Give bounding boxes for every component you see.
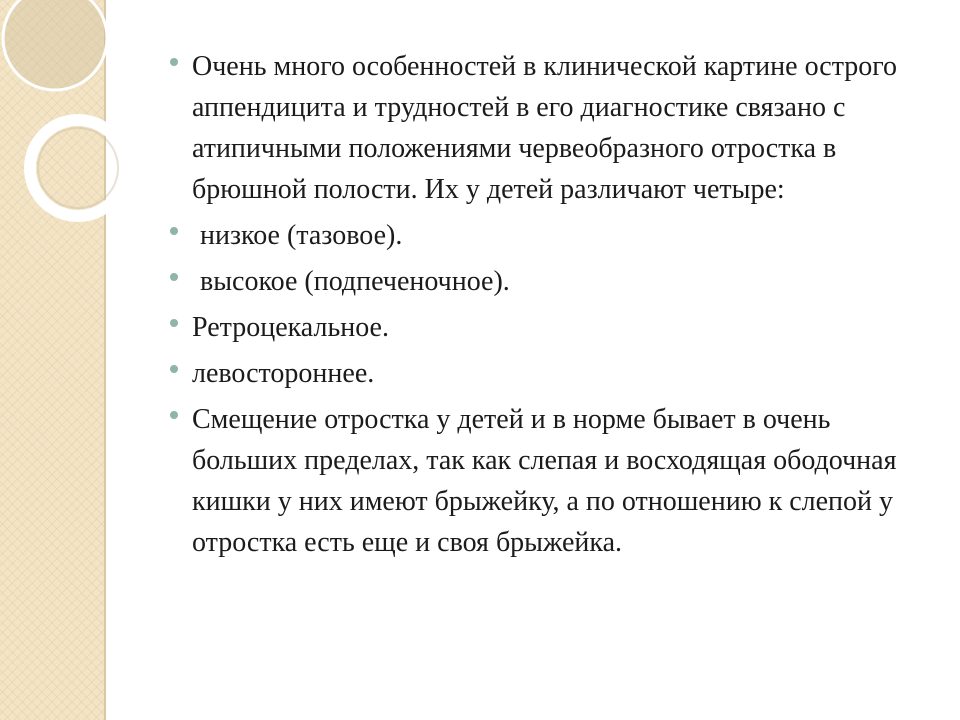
bullet-text: Очень много особенностей в клинической картине острого аппендицита и трудностей в его диагностике связано с атипичными положениями червеобразного отростка в брюшной полости. Их у детей различают четыре:	[192, 51, 898, 205]
large-ring-shape	[3, 0, 107, 90]
decorative-rings-graphic	[0, 0, 160, 260]
slide-content	[166, 46, 926, 568]
bullet-list	[166, 46, 926, 563]
bullet-text: Ретроцекальное.	[192, 312, 389, 343]
medium-ring-inner-shape	[38, 128, 118, 208]
bullet-item	[166, 353, 926, 394]
bullet-item	[166, 215, 926, 256]
bullet-item	[166, 46, 926, 210]
bullet-item	[166, 399, 926, 563]
bullet-dot-icon	[170, 411, 178, 419]
medium-ring-shape	[30, 120, 126, 216]
bullet-item	[166, 307, 926, 348]
bullet-text: левостороннее.	[192, 358, 375, 389]
bullet-dot-icon	[170, 273, 178, 281]
bullet-text: низкое (тазовое).	[200, 220, 403, 251]
bullet-dot-icon	[170, 58, 178, 66]
bullet-dot-icon	[170, 365, 178, 373]
bullet-dot-icon	[170, 227, 178, 235]
bullet-item	[166, 261, 926, 302]
bullet-text: высокое (подпеченочное).	[200, 266, 510, 297]
bullet-dot-icon	[170, 319, 178, 327]
bullet-text: Смещение отростка у детей и в норме бывает в очень больших пределах, так как слепая и восходящая ободочная кишки у них имеют брыжейку, а по отношению к слепой у отростка есть еще и своя брыжейка.	[192, 404, 897, 558]
